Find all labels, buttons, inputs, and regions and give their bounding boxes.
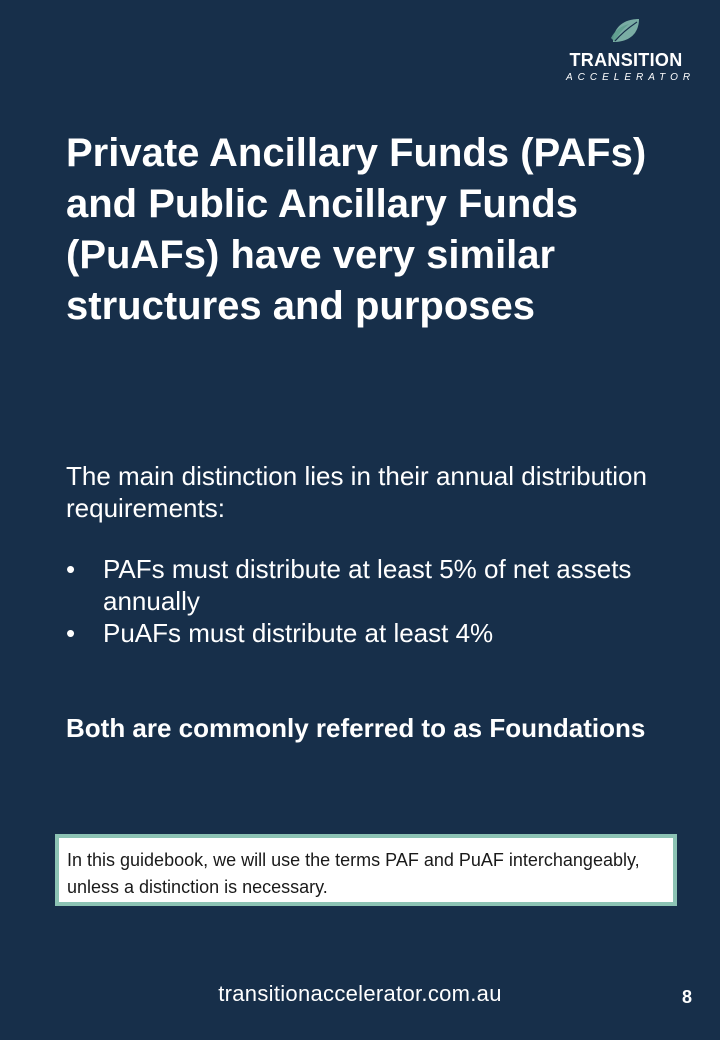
guidebook-note-box bbox=[55, 834, 677, 906]
transition-accelerator-logo bbox=[558, 16, 694, 88]
page-number: 8 bbox=[681, 987, 692, 1007]
list-item bbox=[66, 617, 666, 649]
logo-title: TRANSITION bbox=[569, 50, 683, 70]
intro-paragraph: The main distinction lies in their annual distribution requirements: bbox=[66, 461, 647, 523]
logo-subtitle: ACCELERATOR bbox=[566, 72, 696, 83]
distribution-requirements-list bbox=[66, 553, 666, 649]
list-item-text: PuAFs must distribute at least 4% bbox=[103, 618, 494, 648]
foundations-callout: Both are commonly referred to as Foundations bbox=[66, 713, 646, 743]
guidebook-note-text: In this guidebook, we will use the terms PAF and PuAF interchangeably, unless a distinction is necessary. bbox=[67, 850, 640, 897]
footer-website-link[interactable]: transitionaccelerator.com.au bbox=[218, 981, 502, 1006]
list-item-text: PAFs must distribute at least 5% of net assets annually bbox=[103, 554, 632, 616]
bullet-marker: • bbox=[66, 618, 76, 648]
list-item bbox=[66, 553, 666, 617]
page-headline: Private Ancillary Funds (PAFs) and Public Ancillary Funds (PuAFs) have very similar structures and purposes bbox=[66, 131, 647, 328]
bullet-marker: • bbox=[66, 554, 76, 584]
leaf-icon bbox=[609, 16, 643, 46]
